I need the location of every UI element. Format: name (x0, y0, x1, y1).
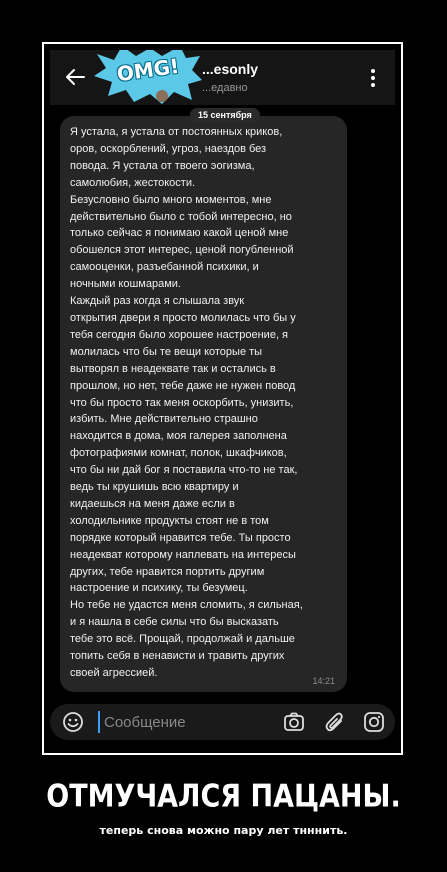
paperclip-icon[interactable] (324, 710, 346, 734)
smiley-icon[interactable] (62, 711, 84, 733)
omg-sticker-label: OMG! (115, 53, 181, 87)
message-input-bar (50, 704, 395, 740)
contact-name[interactable]: ...esonly (202, 61, 259, 77)
camera-icon[interactable] (283, 711, 305, 733)
caption-subtitle: теперь снова можно пару лет тнннить. (99, 824, 348, 837)
chat-screen (50, 50, 395, 747)
message-time: 14:21 (312, 676, 335, 686)
date-separator: 15 сентября (190, 108, 260, 122)
message-bubble[interactable] (60, 116, 347, 692)
instagram-icon[interactable] (363, 711, 385, 733)
message-input[interactable] (98, 711, 274, 733)
demotivator-frame (42, 42, 403, 755)
chat-header (50, 50, 395, 105)
caption-title: ОТМУЧАЛСЯ ПАЦАНЫ. (46, 778, 401, 815)
arrow-left-icon[interactable] (64, 66, 86, 88)
contact-status: ...едавно (202, 82, 248, 94)
message-text: Я устала, я устала от постоянных криков, оров, оскорблений, угроз, наездов без повода. Я устала от твоего эогизма, самолюбия, жестокости. Безусловно было много моментов, мне действительно было с тобой интересно, но только сейчас я понимаю какой ценой мне обошелся этот интерес, ценой погубленной самооценки, разъебанной психики, и ночными кошмарами. Каждый раз когда я слышала звук открытия двери я просто молилась что бы у тебя сегодня было хорошее настроение, я молилась что бы те вещи которые ты вытворял в неадеквате так и остались в прошлом, но нет, тебе даже не нужен повод что бы просто так меня оскорбить, унизить, избить. Мне действительно страшно находится в дома, моя галерея заполнена фотографиями комнат, полок, шкафчиков, что бы ни дай бог я поставила что-то не так, ведь ты крушишь всю квартиру и кидаешься на меня даже если в холодильнике продукты стоят не в том порядке который нравится тебе. Ты просто неадекват которому наплевать на интересы других, тебе нравится портить другим настроение и психику, ты безумец. Но тебе не удастся меня сломить, я сильная, и я нашла в себе силы что бы высказать тебе это всё. Прощай, продолжай и дальше топить себя в ненависти и травить других своей агрессией. (70, 126, 303, 679)
vertical-dots-icon[interactable] (370, 68, 376, 88)
